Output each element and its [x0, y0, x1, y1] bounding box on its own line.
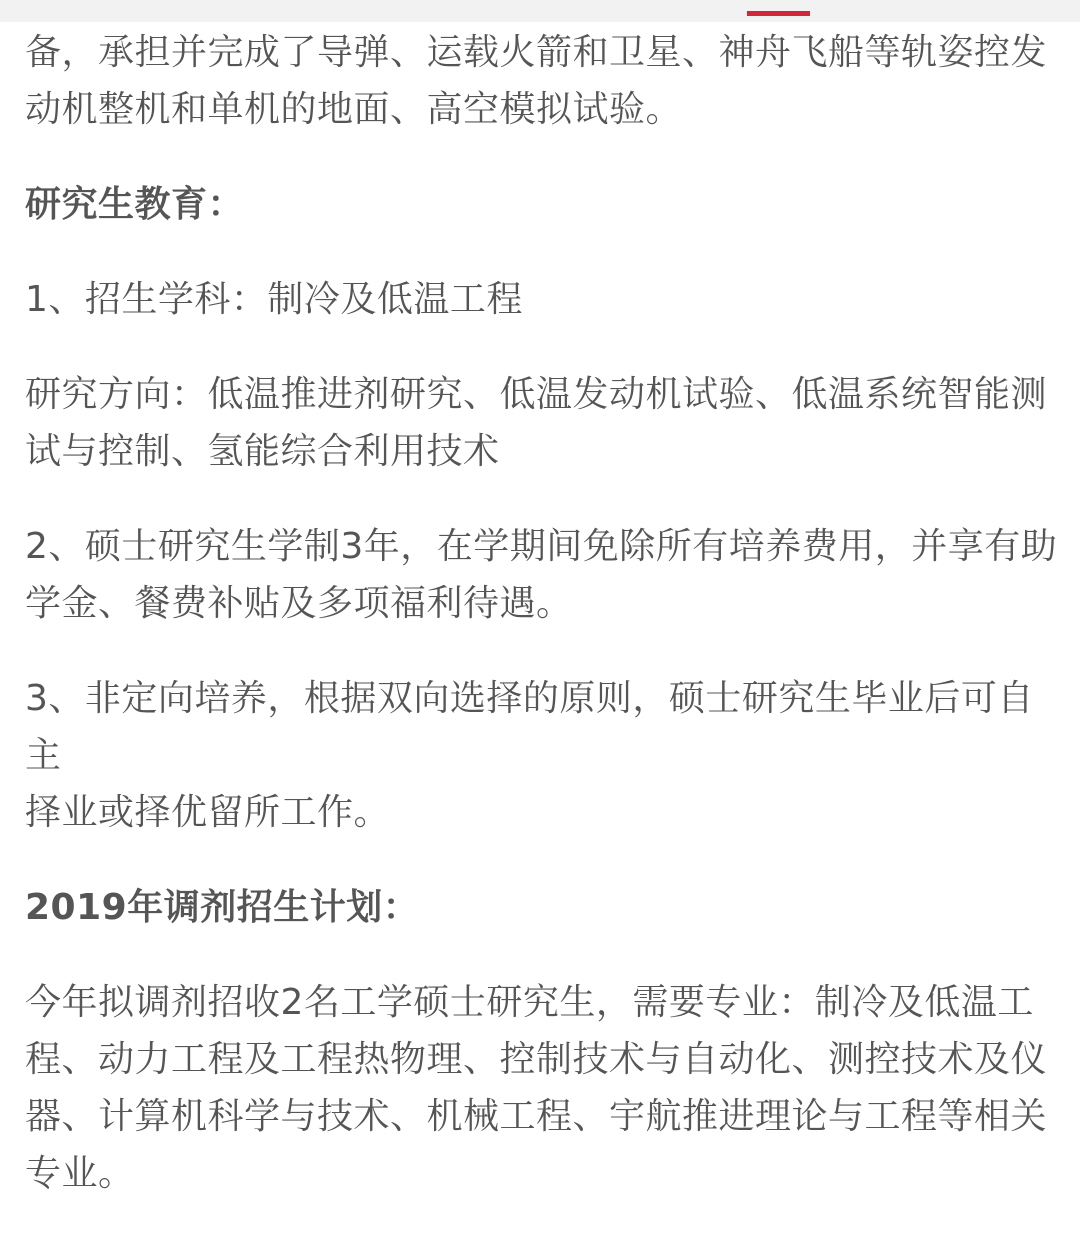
article-body — [25, 24, 1065, 1240]
intro-paragraph: 备，承担并完成了导弹、运载火箭和卫星、神舟飞船等轨姿控发 动机整机和单机的地面、高空模拟试验。 — [25, 32, 1048, 130]
employment-item: 3、非定向培养，根据双向选择的原则，硕士研究生毕业后可自主 择业或择优留所工作。 — [25, 678, 1034, 833]
adjustment-plan-heading: 2019年调剂招生计划： — [25, 887, 420, 928]
enrollment-discipline-item: 1、招生学科：制冷及低温工程 — [25, 279, 523, 320]
study-duration-item: 2、硕士研究生学制3年，在学期间免除所有培养费用，并享有助 学金、餐费补贴及多项福利待遇。 — [25, 526, 1058, 624]
active-tab-indicator — [747, 11, 810, 16]
adjustment-plan-paragraph: 今年拟调剂招收2名工学硕士研究生，需要专业：制冷及低温工 程、动力工程及工程热物理、控制技术与自动化、测控技术及仪 器、计算机科学与技术、机械工程、宇航推进理论与工程等相关 专业。 — [25, 982, 1048, 1194]
top-tab-bar — [0, 0, 1080, 22]
research-direction-paragraph: 研究方向：低温推进剂研究、低温发动机试验、低温系统智能测 试与控制、氢能综合利用技术 — [25, 374, 1048, 472]
graduate-education-heading: 研究生教育： — [25, 184, 245, 225]
